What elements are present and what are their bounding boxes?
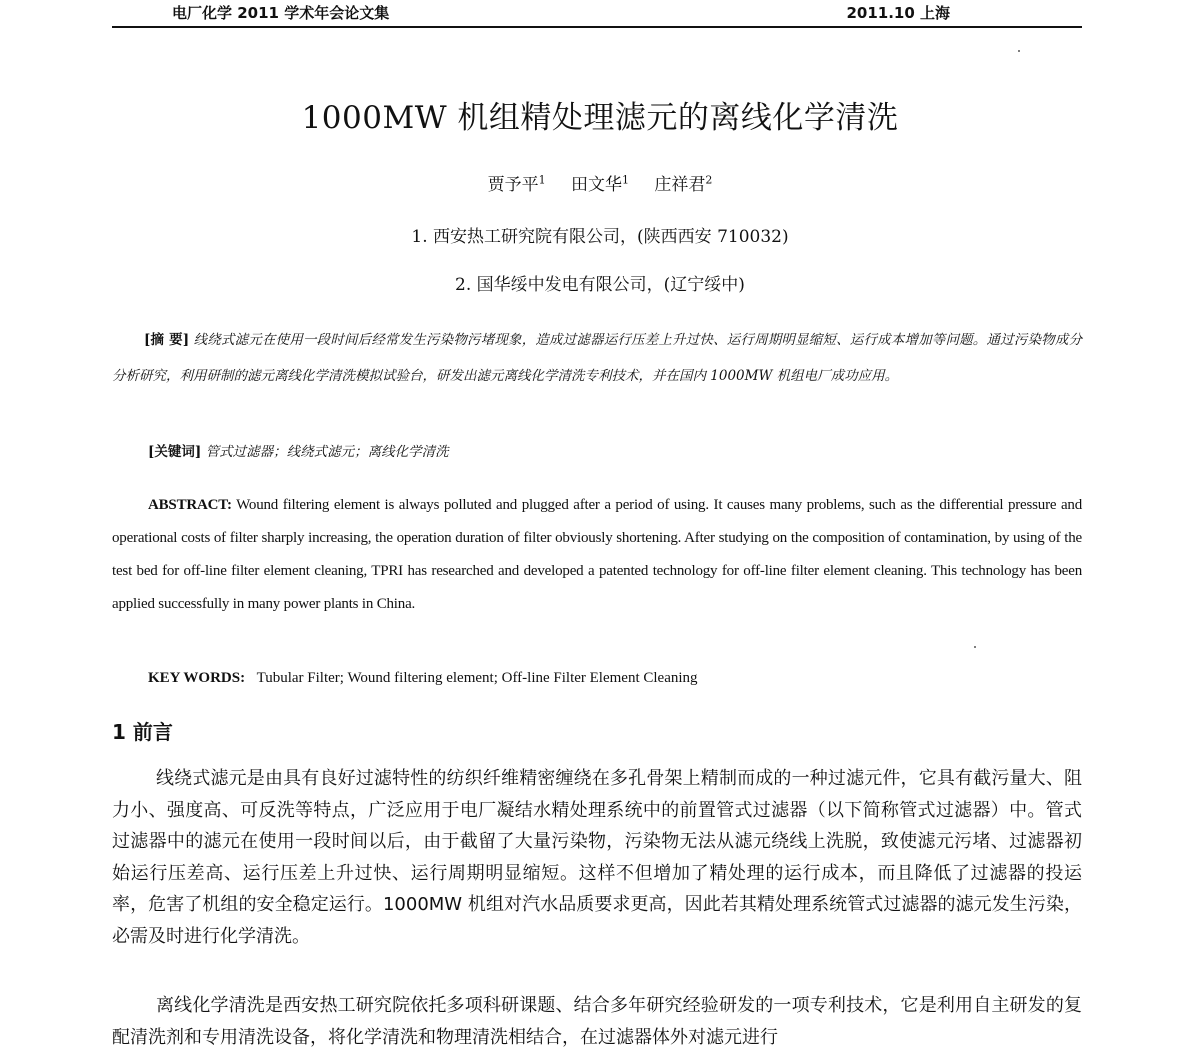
- scan-speck: [974, 646, 976, 648]
- author-affiliation-mark: 1: [538, 173, 546, 187]
- affiliation-1: 1. 西安热工研究院有限公司，(陕西西安 710032): [411, 227, 789, 247]
- author-list: [0, 170, 1200, 195]
- abstract-chinese: [112, 322, 1082, 394]
- header-date-location: 2011.10 上海: [846, 4, 950, 22]
- abstract-english-text: Wound filtering element is always polluted and plugged after a period of using. It causes many problems, such as the differential pressure and operational costs of filter sharply increasing, the operation duration of filter obviously shortening. After studying on the composition of contamination, by using of the test bed for off-line filter element cleaning, TPRI has researched and developed a patented technology for off-line filter element cleaning. This technology has been applied successfully in many power plants in China.: [112, 497, 1083, 612]
- author: [571, 175, 629, 195]
- author: [654, 175, 712, 195]
- header-proceedings-name: 电厂化学 2011 学术年会论文集: [172, 4, 390, 22]
- paper-title: 1000MW 机组精处理滤元的离线化学清洗: [301, 100, 899, 136]
- keywords-english-label: KEY WORDS:: [148, 670, 246, 686]
- author: [488, 175, 546, 195]
- author-affiliation-mark: 2: [705, 173, 713, 187]
- author-name: 田文华: [571, 175, 622, 195]
- body-paragraph-1: 线绕式滤元是由具有良好过滤特性的纺织纤维精密缠绕在多孔骨架上精制而成的一种过滤元件，它具有截污量大、阻力小、强度高、可反洗等特点，广泛应用于电厂凝结水精处理系统中的前置管式过滤器（以下简称管式过滤器）中。管式过滤器中的滤元在使用一段时间以后，由于截留了大量污染物，污染物无法从滤元绕线上洗脱，致使滤元污堵、过滤器初始运行压差高、运行压差上升过快、运行周期明显缩短。这样不但增加了精处理的运行成本，而且降低了过滤器的投运率，危害了机组的安全稳定运行。1000MW 机组对汽水品质要求更高，因此若其精处理系统管式过滤器的滤元发生污染，必需及时进行化学清洗。: [112, 768, 1082, 947]
- keywords-english-text: Tubular Filter; Wound filtering element; Off-line Filter Element Cleaning: [256, 670, 698, 686]
- keywords-chinese-label: [关键词]: [148, 444, 202, 460]
- abstract-chinese-label: [摘 要]: [144, 332, 190, 348]
- keywords-chinese: [148, 440, 449, 460]
- abstract-english-label: ABSTRACT:: [148, 497, 232, 513]
- body-paragraph-2: 离线化学清洗是西安热工研究院依托多项科研课题、结合多年研究经验研发的一项专利技术，它是利用自主研发的复配清洗剂和专用清洗设备，将化学清洗和物理清洗相结合，在过滤器体外对滤元进行: [112, 995, 1082, 1048]
- running-header: [112, 0, 1082, 28]
- keywords-english: [148, 670, 698, 687]
- author-name: 贾予平: [487, 175, 539, 195]
- abstract-english: [112, 489, 1082, 621]
- section-heading-introduction: 1 前言: [112, 720, 173, 744]
- keywords-chinese-text: 管式过滤器；线绕式滤元；离线化学清洗: [205, 444, 449, 460]
- author-name: 庄祥君: [654, 175, 706, 195]
- affiliation-2: 2. 国华绥中发电有限公司，(辽宁绥中): [455, 275, 745, 295]
- scan-speck: [1018, 50, 1020, 52]
- abstract-chinese-text: 线绕式滤元在使用一段时间后经常发生污染物污堵现象，造成过滤器运行压差上升过快、运行周期明显缩短、运行成本增加等问题。通过污染物成分分析研究，利用研制的滤元离线化学清洗模拟试验台，研发出滤元离线化学清洗专利技术，并在国内 1000MW 机组电厂成功应用。: [112, 332, 1082, 384]
- author-affiliation-mark: 1: [622, 173, 629, 187]
